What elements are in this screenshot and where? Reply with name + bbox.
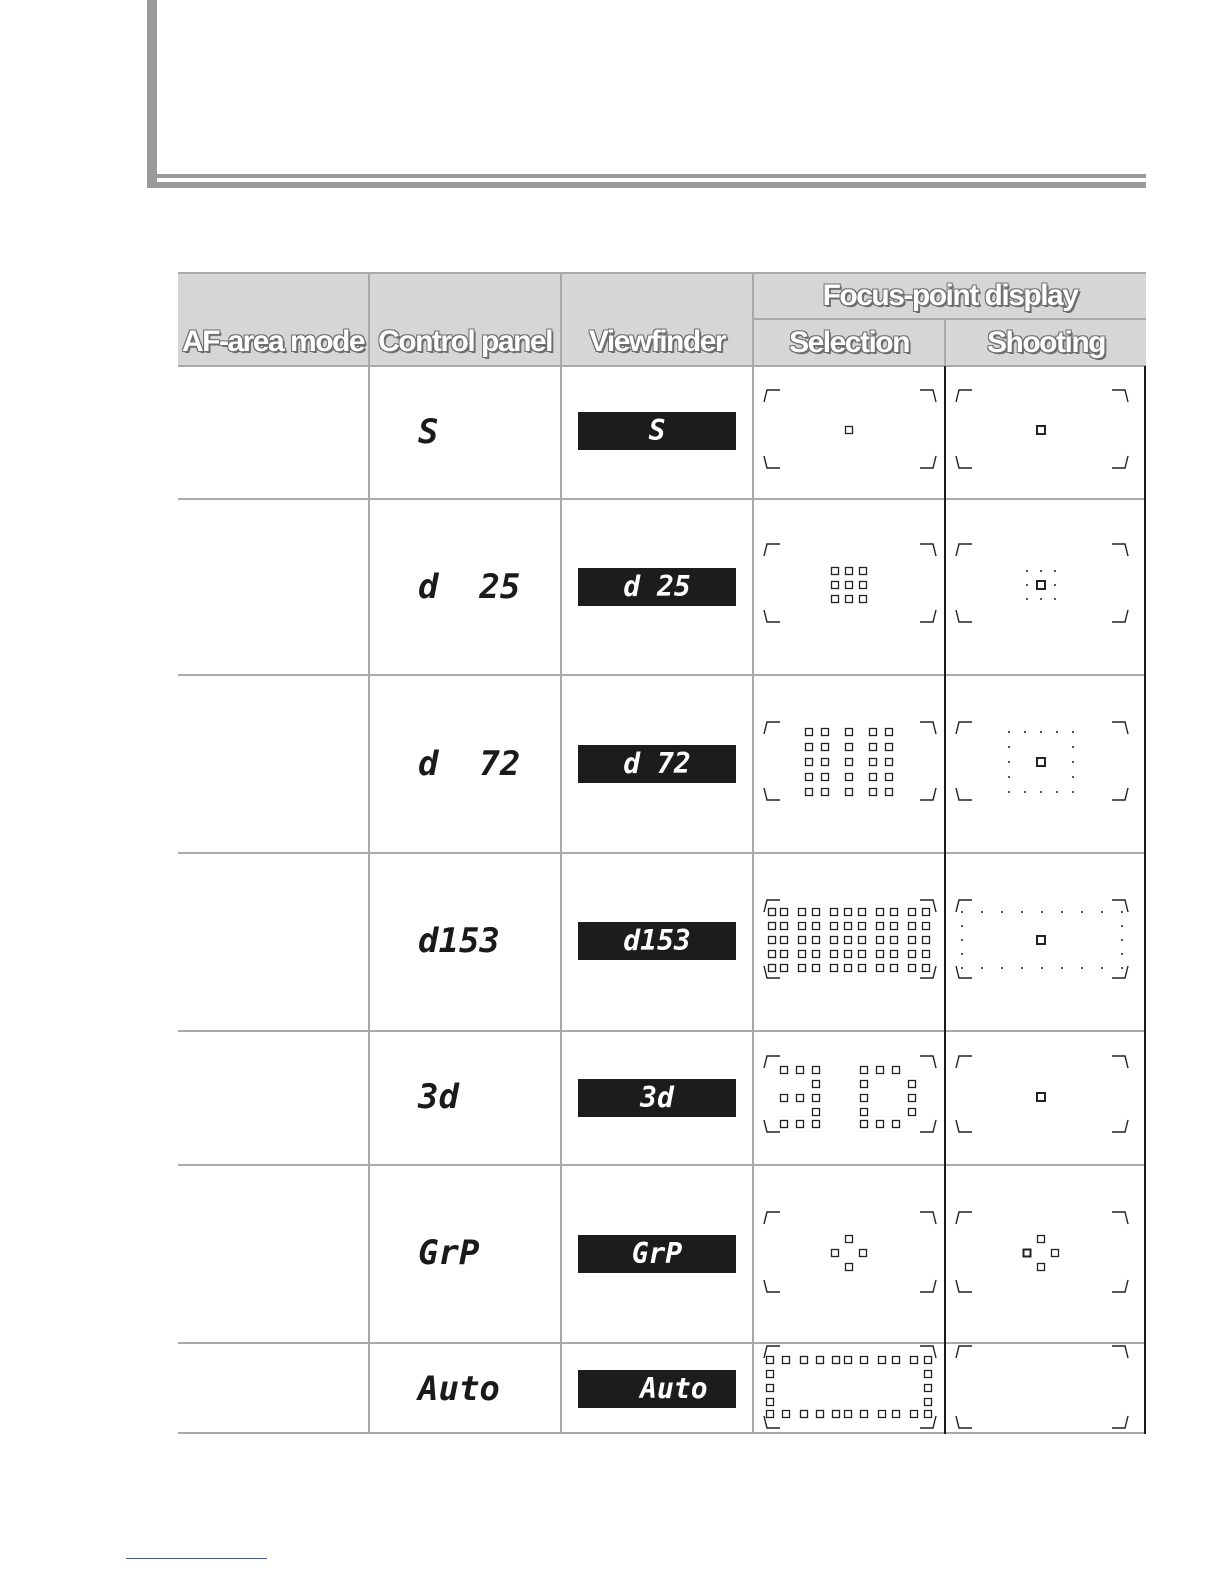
af-frame-bracket	[920, 788, 936, 800]
focus-point-dot	[1056, 791, 1058, 793]
af-frame-bracket	[956, 390, 972, 402]
focus-point-square	[877, 937, 884, 944]
focus-point-square	[832, 596, 839, 603]
focus-point-square	[831, 923, 838, 930]
af-frame-bracket	[1112, 1120, 1128, 1132]
af-frame-bracket	[956, 1212, 972, 1224]
focus-point-square	[813, 965, 820, 972]
focus-point-square	[886, 759, 893, 766]
focus-point-square	[925, 1371, 932, 1378]
focus-point-square	[845, 909, 852, 916]
focus-point-square	[783, 1357, 790, 1364]
focus-point-square	[806, 789, 813, 796]
focus-point-dot	[1054, 598, 1056, 600]
af-frame-bracket	[956, 722, 972, 734]
af-frame-bracket	[1112, 544, 1128, 556]
af-frame-bracket	[920, 610, 936, 622]
focus-point-dot	[1121, 939, 1123, 941]
focus-point-square	[886, 744, 893, 751]
focus-point-square	[783, 1411, 790, 1418]
focus-point-square	[923, 909, 930, 916]
header-shooting: Shooting	[946, 320, 1146, 366]
focus-point-square	[861, 1095, 868, 1102]
focus-point-square	[870, 759, 877, 766]
focus-point-square	[1037, 1093, 1045, 1101]
focus-point-square	[1024, 1250, 1031, 1257]
focus-point-square	[861, 1121, 868, 1128]
focus-point-dot	[1008, 776, 1010, 778]
focus-point-square	[846, 1236, 853, 1243]
focus-point-square	[879, 1357, 886, 1364]
focus-point-square	[797, 1067, 804, 1074]
focus-point-square	[813, 951, 820, 958]
af-frame-bracket	[956, 788, 972, 800]
focus-point-square	[822, 744, 829, 751]
focus-point-square	[845, 965, 852, 972]
focus-point-square	[797, 1121, 804, 1128]
focus-point-square	[877, 909, 884, 916]
af-frame-bracket	[1112, 1280, 1128, 1292]
focus-point-dot	[1008, 731, 1010, 733]
af-frame-bracket	[956, 1416, 972, 1428]
focus-point-dot	[1054, 584, 1056, 586]
focus-point-dot	[1040, 598, 1042, 600]
focus-point-dot	[1008, 746, 1010, 748]
af-frame-bracket	[764, 390, 780, 402]
focus-point-square	[781, 909, 788, 916]
focus-point-dot	[1101, 967, 1103, 969]
focus-point-square	[909, 909, 916, 916]
focus-point-square	[886, 789, 893, 796]
focus-point-square	[909, 965, 916, 972]
focus-point-dot	[1072, 746, 1074, 748]
focus-point-square	[817, 1357, 824, 1364]
focus-point-square	[822, 759, 829, 766]
focus-point-square	[846, 596, 853, 603]
focus-point-square	[891, 937, 898, 944]
focus-point-square	[891, 965, 898, 972]
af-frame-bracket	[920, 390, 936, 402]
af-frame-bracket	[1112, 390, 1128, 402]
focus-point-square	[832, 1250, 839, 1257]
af-frame-bracket	[764, 456, 780, 468]
focus-point-square	[832, 582, 839, 589]
focus-point-square	[923, 923, 930, 930]
focus-point-square	[859, 909, 866, 916]
af-frame-bracket	[956, 1120, 972, 1132]
focus-point-square	[813, 1109, 820, 1116]
af-frame-bracket	[956, 544, 972, 556]
focus-point-dot	[1072, 761, 1074, 763]
focus-point-square	[767, 1385, 774, 1392]
focus-point-square	[846, 582, 853, 589]
viewfinder-display: S	[578, 412, 736, 450]
focus-point-dot	[981, 911, 983, 913]
focus-point-square	[1052, 1250, 1059, 1257]
af-frame-bracket	[956, 900, 972, 912]
focus-point-square	[767, 1399, 774, 1406]
focus-point-square	[925, 1399, 932, 1406]
focus-point-square	[817, 1411, 824, 1418]
focus-point-square	[860, 1250, 867, 1257]
af-frame-bracket	[764, 1056, 780, 1068]
af-frame-bracket	[1112, 966, 1128, 978]
focus-point-dot	[1056, 731, 1058, 733]
focus-point-square	[799, 909, 806, 916]
af-frame-bracket	[764, 1212, 780, 1224]
focus-point-square	[870, 744, 877, 751]
af-frame-bracket	[956, 1280, 972, 1292]
af-frame-bracket	[764, 900, 780, 912]
focus-point-square	[846, 774, 853, 781]
header-viewfinder: Viewfinder	[562, 274, 752, 366]
focus-point-square	[781, 937, 788, 944]
focus-point-dot	[1026, 584, 1028, 586]
focus-point-square	[797, 1095, 804, 1102]
header-selection: Selection	[754, 320, 944, 366]
focus-point-square	[813, 1067, 820, 1074]
focus-point-square	[925, 1357, 932, 1364]
viewfinder-display: d 72	[578, 745, 736, 783]
focus-point-square	[870, 729, 877, 736]
focus-point-square	[859, 923, 866, 930]
focus-point-square	[767, 1411, 774, 1418]
focus-point-square	[877, 1121, 884, 1128]
focus-point-dot	[981, 967, 983, 969]
focus-point-square	[893, 1121, 900, 1128]
viewfinder-display: GrP	[578, 1235, 736, 1273]
focus-point-square	[831, 909, 838, 916]
focus-point-square	[799, 951, 806, 958]
focus-point-square	[831, 951, 838, 958]
focus-point-square	[806, 774, 813, 781]
focus-point-square	[813, 1081, 820, 1088]
focus-point-dot	[1008, 761, 1010, 763]
focus-point-square	[870, 774, 877, 781]
focus-point-square	[767, 1357, 774, 1364]
viewfinder-display: d153	[578, 922, 736, 960]
focus-point-square	[909, 923, 916, 930]
focus-point-square	[893, 1357, 900, 1364]
focus-point-square	[822, 729, 829, 736]
focus-point-dot	[961, 925, 963, 927]
focus-point-square	[813, 1095, 820, 1102]
focus-point-dot	[1101, 911, 1103, 913]
af-frame-bracket	[920, 1120, 936, 1132]
focus-point-square	[799, 923, 806, 930]
af-frame-bracket	[956, 1346, 972, 1358]
focus-point-square	[822, 789, 829, 796]
focus-point-square	[911, 1411, 918, 1418]
focus-point-square	[1037, 936, 1045, 944]
focus-point-square	[769, 951, 776, 958]
af-frame-bracket	[764, 722, 780, 734]
focus-point-square	[846, 427, 853, 434]
af-frame-bracket	[764, 1120, 780, 1132]
af-frame-bracket	[1112, 900, 1128, 912]
focus-point-square	[832, 568, 839, 575]
focus-point-dot	[1021, 967, 1023, 969]
header-control-panel: Control panel	[370, 274, 560, 366]
focus-point-square	[909, 937, 916, 944]
focus-point-square	[909, 1081, 916, 1088]
af-frame-bracket	[1112, 456, 1128, 468]
focus-point-dot	[961, 953, 963, 955]
af-frame-bracket	[1112, 1056, 1128, 1068]
focus-point-square	[801, 1411, 808, 1418]
focus-point-square	[769, 909, 776, 916]
focus-point-dot	[1072, 731, 1074, 733]
control-panel-display: d153	[418, 921, 500, 961]
focus-point-dot	[961, 911, 963, 913]
focus-point-square	[831, 937, 838, 944]
focus-point-square	[923, 965, 930, 972]
header-focus-point-display: Focus-point display	[754, 274, 1146, 318]
control-panel-display: S	[418, 412, 439, 452]
focus-point-square	[861, 1357, 868, 1364]
focus-point-square	[833, 1357, 840, 1364]
af-frame-bracket	[764, 1280, 780, 1292]
focus-point-square	[769, 937, 776, 944]
focus-point-square	[861, 1067, 868, 1074]
focus-point-square	[1038, 1264, 1045, 1271]
focus-point-square	[909, 951, 916, 958]
af-frame-bracket	[1112, 722, 1128, 734]
focus-point-dot	[961, 939, 963, 941]
focus-point-square	[845, 1357, 852, 1364]
focus-point-square	[1038, 1236, 1045, 1243]
focus-point-square	[846, 568, 853, 575]
focus-point-square	[861, 1081, 868, 1088]
heading-vertical-bar	[147, 0, 157, 188]
control-panel-display: GrP	[418, 1233, 480, 1273]
focus-point-square	[1037, 758, 1045, 766]
focus-point-dot	[1121, 967, 1123, 969]
focus-point-dot	[1040, 731, 1042, 733]
focus-point-square	[859, 951, 866, 958]
focus-point-square	[893, 1411, 900, 1418]
focus-point-square	[831, 965, 838, 972]
af-frame-bracket	[920, 1212, 936, 1224]
focus-point-square	[801, 1357, 808, 1364]
focus-point-square	[799, 965, 806, 972]
focus-point-dot	[1040, 570, 1042, 572]
focus-point-square	[799, 937, 806, 944]
focus-point-dot	[1061, 967, 1063, 969]
focus-point-dot	[1001, 967, 1003, 969]
focus-point-square	[891, 909, 898, 916]
heading-rule-thin	[147, 174, 1146, 178]
focus-point-square	[806, 729, 813, 736]
viewfinder-display: d 25	[578, 568, 736, 606]
focus-point-square	[870, 789, 877, 796]
focus-point-dot	[1121, 925, 1123, 927]
focus-point-square	[859, 937, 866, 944]
focus-point-square	[925, 1385, 932, 1392]
focus-point-dot	[1040, 791, 1042, 793]
focus-point-dot	[1041, 911, 1043, 913]
focus-point-square	[877, 965, 884, 972]
af-frame-bracket	[956, 456, 972, 468]
af-frame-bracket	[920, 1280, 936, 1292]
focus-point-dot	[1008, 791, 1010, 793]
focus-point-square	[813, 1121, 820, 1128]
focus-point-square	[822, 774, 829, 781]
focus-point-square	[806, 744, 813, 751]
focus-point-square	[891, 951, 898, 958]
focus-point-square	[846, 729, 853, 736]
focus-point-square	[813, 909, 820, 916]
focus-point-square	[781, 1067, 788, 1074]
focus-point-dot	[1024, 791, 1026, 793]
focus-point-square	[861, 1109, 868, 1116]
focus-point-square	[846, 1264, 853, 1271]
focus-point-square	[781, 965, 788, 972]
control-panel-display: d 25	[418, 567, 521, 607]
focus-point-dot	[1026, 570, 1028, 572]
focus-point-square	[923, 937, 930, 944]
focus-point-dot	[1041, 967, 1043, 969]
control-panel-display: 3d	[418, 1077, 459, 1117]
focus-point-diagram-canvas	[178, 272, 1146, 1435]
focus-point-square	[1037, 426, 1045, 434]
focus-point-square	[813, 923, 820, 930]
af-frame-bracket	[764, 610, 780, 622]
focus-point-dot	[1081, 911, 1083, 913]
footer-link-underline	[126, 1558, 267, 1559]
focus-point-dot	[1026, 598, 1028, 600]
focus-point-square	[861, 1411, 868, 1418]
focus-point-dot	[1072, 776, 1074, 778]
focus-point-square	[891, 923, 898, 930]
focus-point-square	[909, 1095, 916, 1102]
focus-point-square	[781, 923, 788, 930]
focus-point-dot	[1021, 911, 1023, 913]
af-frame-bracket	[1112, 1416, 1128, 1428]
focus-point-square	[833, 1411, 840, 1418]
focus-point-square	[860, 568, 867, 575]
focus-point-square	[781, 951, 788, 958]
focus-point-dot	[1081, 967, 1083, 969]
focus-point-square	[923, 951, 930, 958]
focus-point-square	[813, 937, 820, 944]
af-frame-bracket	[764, 544, 780, 556]
focus-point-square	[846, 744, 853, 751]
focus-point-square	[925, 1411, 932, 1418]
focus-point-square	[769, 923, 776, 930]
control-panel-display: Auto	[418, 1369, 500, 1409]
viewfinder-display: 3d	[578, 1079, 736, 1117]
af-frame-bracket	[920, 722, 936, 734]
focus-point-square	[909, 1109, 916, 1116]
header-af-area-mode: AF-area mode	[178, 274, 368, 366]
heading-rule-thick	[147, 182, 1146, 188]
focus-point-dot	[1001, 911, 1003, 913]
af-area-mode-table	[178, 272, 1146, 1435]
af-frame-bracket	[1112, 788, 1128, 800]
focus-point-square	[911, 1357, 918, 1364]
focus-point-square	[845, 923, 852, 930]
af-frame-bracket	[920, 544, 936, 556]
focus-point-dot	[961, 967, 963, 969]
focus-point-square	[860, 596, 867, 603]
focus-point-dot	[1121, 953, 1123, 955]
focus-point-square	[845, 1411, 852, 1418]
focus-point-square	[846, 789, 853, 796]
focus-point-square	[859, 965, 866, 972]
focus-point-square	[845, 951, 852, 958]
focus-point-square	[877, 923, 884, 930]
focus-point-square	[860, 582, 867, 589]
focus-point-square	[893, 1067, 900, 1074]
focus-point-square	[769, 965, 776, 972]
af-frame-bracket	[1112, 610, 1128, 622]
focus-point-square	[877, 1067, 884, 1074]
af-frame-bracket	[1112, 1346, 1128, 1358]
focus-point-square	[781, 1121, 788, 1128]
af-frame-bracket	[956, 610, 972, 622]
focus-point-square	[767, 1371, 774, 1378]
focus-point-square	[1037, 581, 1045, 589]
control-panel-display: d 72	[418, 744, 521, 784]
af-frame-bracket	[920, 1056, 936, 1068]
focus-point-square	[845, 937, 852, 944]
af-frame-bracket	[920, 456, 936, 468]
focus-point-dot	[1121, 911, 1123, 913]
focus-point-dot	[1024, 731, 1026, 733]
af-frame-bracket	[764, 788, 780, 800]
focus-point-square	[781, 1095, 788, 1102]
focus-point-dot	[1054, 570, 1056, 572]
focus-point-dot	[1072, 791, 1074, 793]
viewfinder-display: Auto	[578, 1370, 736, 1408]
focus-point-square	[806, 759, 813, 766]
focus-point-square	[886, 729, 893, 736]
focus-point-square	[846, 759, 853, 766]
focus-point-dot	[1061, 911, 1063, 913]
focus-point-square	[877, 951, 884, 958]
af-frame-bracket	[956, 966, 972, 978]
focus-point-square	[879, 1411, 886, 1418]
af-frame-bracket	[956, 1056, 972, 1068]
focus-point-square	[886, 774, 893, 781]
af-frame-bracket	[1112, 1212, 1128, 1224]
